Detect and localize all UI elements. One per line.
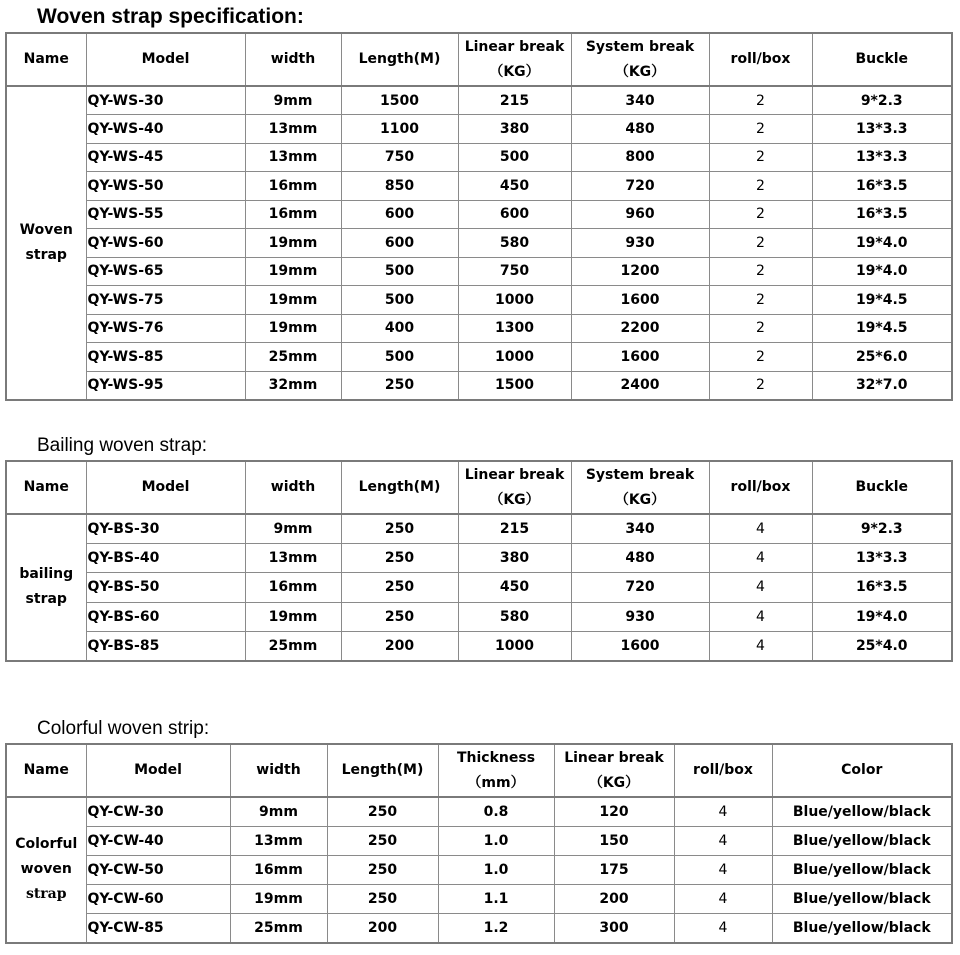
value-cell-b: 930 <box>571 229 709 258</box>
model-cell: QY-CW-85 <box>86 914 230 943</box>
value-cell-b: 340 <box>571 86 709 115</box>
value-cell-b: 480 <box>571 543 709 572</box>
header-length: Length(M) <box>327 744 438 797</box>
value-cell-a: 450 <box>458 172 571 201</box>
value-cell-a: 750 <box>458 257 571 286</box>
model-cell: QY-WS-55 <box>86 200 245 229</box>
value-cell-b: 120 <box>554 797 674 826</box>
last-cell: Blue/yellow/black <box>772 797 952 826</box>
model-cell: QY-CW-30 <box>86 797 230 826</box>
last-cell: Blue/yellow/black <box>772 826 952 855</box>
header-system-break: System break （KG） <box>571 461 709 514</box>
value-cell-a: 0.8 <box>438 797 554 826</box>
last-cell: 19*4.0 <box>812 602 952 631</box>
value-cell-a: 500 <box>458 143 571 172</box>
length-cell: 250 <box>341 602 458 631</box>
table-row <box>6 602 952 631</box>
length-cell: 600 <box>341 229 458 258</box>
table-row <box>6 115 952 144</box>
value-cell-a: 580 <box>458 229 571 258</box>
category-name-line: strap <box>25 591 67 608</box>
table-row <box>6 371 952 400</box>
header-name: Name <box>6 461 86 514</box>
table-row <box>6 257 952 286</box>
value-cell-b: 1600 <box>571 343 709 372</box>
table-row <box>6 632 952 661</box>
header-model: Model <box>86 33 245 86</box>
header-linear-break: Linear break （KG） <box>458 33 571 86</box>
length-cell: 250 <box>327 855 438 884</box>
table-row <box>6 200 952 229</box>
width-cell: 9mm <box>245 514 341 543</box>
table-header-row <box>6 461 952 514</box>
last-cell: 16*3.5 <box>812 172 952 201</box>
value-cell-a: 1000 <box>458 286 571 315</box>
length-cell: 250 <box>327 885 438 914</box>
woven-section-title: Woven strap specification: <box>37 5 304 28</box>
value-cell-b: 1600 <box>571 286 709 315</box>
model-cell: QY-CW-60 <box>86 885 230 914</box>
header-color: Color <box>772 744 952 797</box>
width-cell: 19mm <box>230 885 327 914</box>
model-cell: QY-CW-40 <box>86 826 230 855</box>
last-cell: 32*7.0 <box>812 371 952 400</box>
roll-box-cell: 2 <box>709 314 812 343</box>
table-row <box>6 514 952 543</box>
value-cell-a: 600 <box>458 200 571 229</box>
width-cell: 16mm <box>245 200 341 229</box>
colorful-strip-table <box>5 743 953 944</box>
width-cell: 9mm <box>245 86 341 115</box>
length-cell: 1100 <box>341 115 458 144</box>
value-cell-a: 580 <box>458 602 571 631</box>
table-row <box>6 86 952 115</box>
table-row <box>6 826 952 855</box>
table-row <box>6 343 952 372</box>
model-cell: QY-WS-45 <box>86 143 245 172</box>
table-row <box>6 797 952 826</box>
value-cell-b: 2200 <box>571 314 709 343</box>
value-cell-b: 300 <box>554 914 674 943</box>
table-row <box>6 286 952 315</box>
roll-box-cell: 4 <box>709 573 812 602</box>
value-cell-b: 960 <box>571 200 709 229</box>
length-cell: 200 <box>327 914 438 943</box>
value-cell-b: 150 <box>554 826 674 855</box>
model-cell: QY-WS-76 <box>86 314 245 343</box>
value-cell-b: 2400 <box>571 371 709 400</box>
bailing-strap-table <box>5 460 953 662</box>
bailing-section-title: Bailing woven strap: <box>37 435 208 456</box>
width-cell: 32mm <box>245 371 341 400</box>
roll-box-cell: 2 <box>709 286 812 315</box>
length-cell: 600 <box>341 200 458 229</box>
width-cell: 9mm <box>230 797 327 826</box>
length-cell: 850 <box>341 172 458 201</box>
value-cell-b: 480 <box>571 115 709 144</box>
header-roll-box: roll/box <box>709 33 812 86</box>
length-cell: 250 <box>341 514 458 543</box>
table-header-row <box>6 744 952 797</box>
roll-box-cell: 4 <box>674 826 772 855</box>
value-cell-a: 1.2 <box>438 914 554 943</box>
model-cell: QY-BS-60 <box>86 602 245 631</box>
roll-box-cell: 2 <box>709 200 812 229</box>
length-cell: 200 <box>341 632 458 661</box>
last-cell: 19*4.0 <box>812 229 952 258</box>
value-cell-b: 800 <box>571 143 709 172</box>
last-cell: 16*3.5 <box>812 573 952 602</box>
header-system-break: System break （KG） <box>571 33 709 86</box>
header-width: width <box>245 33 341 86</box>
width-cell: 19mm <box>245 257 341 286</box>
table-row <box>6 229 952 258</box>
length-cell: 250 <box>327 826 438 855</box>
header-model: Model <box>86 461 245 514</box>
roll-box-cell: 2 <box>709 371 812 400</box>
category-name-cell <box>6 797 86 943</box>
last-cell: 19*4.5 <box>812 314 952 343</box>
value-cell-b: 720 <box>571 573 709 602</box>
header-thickness: Thickness （mm） <box>438 744 554 797</box>
last-cell: 16*3.5 <box>812 200 952 229</box>
last-cell: 13*3.3 <box>812 543 952 572</box>
width-cell: 16mm <box>245 573 341 602</box>
width-cell: 19mm <box>245 314 341 343</box>
length-cell: 500 <box>341 257 458 286</box>
model-cell: QY-WS-65 <box>86 257 245 286</box>
last-cell: Blue/yellow/black <box>772 914 952 943</box>
value-cell-b: 720 <box>571 172 709 201</box>
value-cell-b: 930 <box>571 602 709 631</box>
roll-box-cell: 4 <box>674 885 772 914</box>
model-cell: QY-BS-50 <box>86 573 245 602</box>
header-name: Name <box>6 744 86 797</box>
width-cell: 25mm <box>245 632 341 661</box>
last-cell: 25*6.0 <box>812 343 952 372</box>
value-cell-a: 1.0 <box>438 855 554 884</box>
length-cell: 750 <box>341 143 458 172</box>
length-cell: 1500 <box>341 86 458 115</box>
length-cell: 250 <box>341 573 458 602</box>
width-cell: 16mm <box>230 855 327 884</box>
value-cell-b: 1600 <box>571 632 709 661</box>
roll-box-cell: 4 <box>709 602 812 631</box>
length-cell: 400 <box>341 314 458 343</box>
model-cell: QY-BS-40 <box>86 543 245 572</box>
category-name-line: Woven <box>19 221 73 238</box>
value-cell-a: 1300 <box>458 314 571 343</box>
width-cell: 25mm <box>230 914 327 943</box>
roll-box-cell: 4 <box>709 632 812 661</box>
value-cell-a: 1.0 <box>438 826 554 855</box>
model-cell: QY-WS-30 <box>86 86 245 115</box>
model-cell: QY-WS-60 <box>86 229 245 258</box>
table-row <box>6 143 952 172</box>
header-buckle: Buckle <box>812 33 952 86</box>
last-cell: 19*4.5 <box>812 286 952 315</box>
last-cell: Blue/yellow/black <box>772 885 952 914</box>
header-width: width <box>230 744 327 797</box>
length-cell: 500 <box>341 286 458 315</box>
length-cell: 500 <box>341 343 458 372</box>
width-cell: 19mm <box>245 602 341 631</box>
roll-box-cell: 2 <box>709 343 812 372</box>
table-row <box>6 885 952 914</box>
width-cell: 19mm <box>245 286 341 315</box>
width-cell: 13mm <box>230 826 327 855</box>
category-name-line: Colorful <box>15 836 78 853</box>
value-cell-b: 340 <box>571 514 709 543</box>
roll-box-cell: 4 <box>709 514 812 543</box>
table-row <box>6 855 952 884</box>
header-model: Model <box>86 744 230 797</box>
last-cell: 9*2.3 <box>812 514 952 543</box>
value-cell-a: 450 <box>458 573 571 602</box>
table-row <box>6 172 952 201</box>
model-cell: QY-CW-50 <box>86 855 230 884</box>
value-cell-a: 1500 <box>458 371 571 400</box>
value-cell-a: 215 <box>458 514 571 543</box>
header-name: Name <box>6 33 86 86</box>
header-buckle: Buckle <box>812 461 952 514</box>
roll-box-cell: 2 <box>709 143 812 172</box>
value-cell-b: 1200 <box>571 257 709 286</box>
value-cell-a: 380 <box>458 115 571 144</box>
category-name-cell <box>6 86 86 400</box>
category-name-line: strap <box>25 246 67 263</box>
last-cell: 25*4.0 <box>812 632 952 661</box>
model-cell: QY-BS-30 <box>86 514 245 543</box>
header-length: Length(M) <box>341 461 458 514</box>
colorful-section-title: Colorful woven strip: <box>37 718 210 739</box>
category-name-line: bailing <box>19 566 74 583</box>
width-cell: 13mm <box>245 115 341 144</box>
value-cell-a: 380 <box>458 543 571 572</box>
header-linear-break: Linear break （KG） <box>554 744 674 797</box>
roll-box-cell: 4 <box>674 914 772 943</box>
category-name-line: strap <box>25 886 67 903</box>
value-cell-a: 1.1 <box>438 885 554 914</box>
length-cell: 250 <box>327 797 438 826</box>
length-cell: 250 <box>341 543 458 572</box>
value-cell-a: 215 <box>458 86 571 115</box>
value-cell-a: 1000 <box>458 343 571 372</box>
roll-box-cell: 4 <box>709 543 812 572</box>
value-cell-a: 1000 <box>458 632 571 661</box>
model-cell: QY-WS-85 <box>86 343 245 372</box>
table-row <box>6 543 952 572</box>
value-cell-b: 200 <box>554 885 674 914</box>
last-cell: Blue/yellow/black <box>772 855 952 884</box>
last-cell: 19*4.0 <box>812 257 952 286</box>
model-cell: QY-BS-85 <box>86 632 245 661</box>
table-row <box>6 314 952 343</box>
last-cell: 9*2.3 <box>812 86 952 115</box>
model-cell: QY-WS-95 <box>86 371 245 400</box>
width-cell: 13mm <box>245 143 341 172</box>
table-header-row <box>6 33 952 86</box>
header-length: Length(M) <box>341 33 458 86</box>
width-cell: 19mm <box>245 229 341 258</box>
width-cell: 16mm <box>245 172 341 201</box>
table-row <box>6 573 952 602</box>
header-roll-box: roll/box <box>674 744 772 797</box>
width-cell: 25mm <box>245 343 341 372</box>
length-cell: 250 <box>341 371 458 400</box>
model-cell: QY-WS-75 <box>86 286 245 315</box>
roll-box-cell: 4 <box>674 855 772 884</box>
roll-box-cell: 4 <box>674 797 772 826</box>
roll-box-cell: 2 <box>709 86 812 115</box>
category-name-cell <box>6 514 86 661</box>
model-cell: QY-WS-40 <box>86 115 245 144</box>
last-cell: 13*3.3 <box>812 143 952 172</box>
model-cell: QY-WS-50 <box>86 172 245 201</box>
roll-box-cell: 2 <box>709 172 812 201</box>
last-cell: 13*3.3 <box>812 115 952 144</box>
category-name-line: woven <box>20 861 72 878</box>
roll-box-cell: 2 <box>709 115 812 144</box>
roll-box-cell: 2 <box>709 257 812 286</box>
width-cell: 13mm <box>245 543 341 572</box>
roll-box-cell: 2 <box>709 229 812 258</box>
table-row <box>6 914 952 943</box>
value-cell-b: 175 <box>554 855 674 884</box>
header-width: width <box>245 461 341 514</box>
woven-strap-table <box>5 32 953 401</box>
header-roll-box: roll/box <box>709 461 812 514</box>
header-linear-break: Linear break （KG） <box>458 461 571 514</box>
